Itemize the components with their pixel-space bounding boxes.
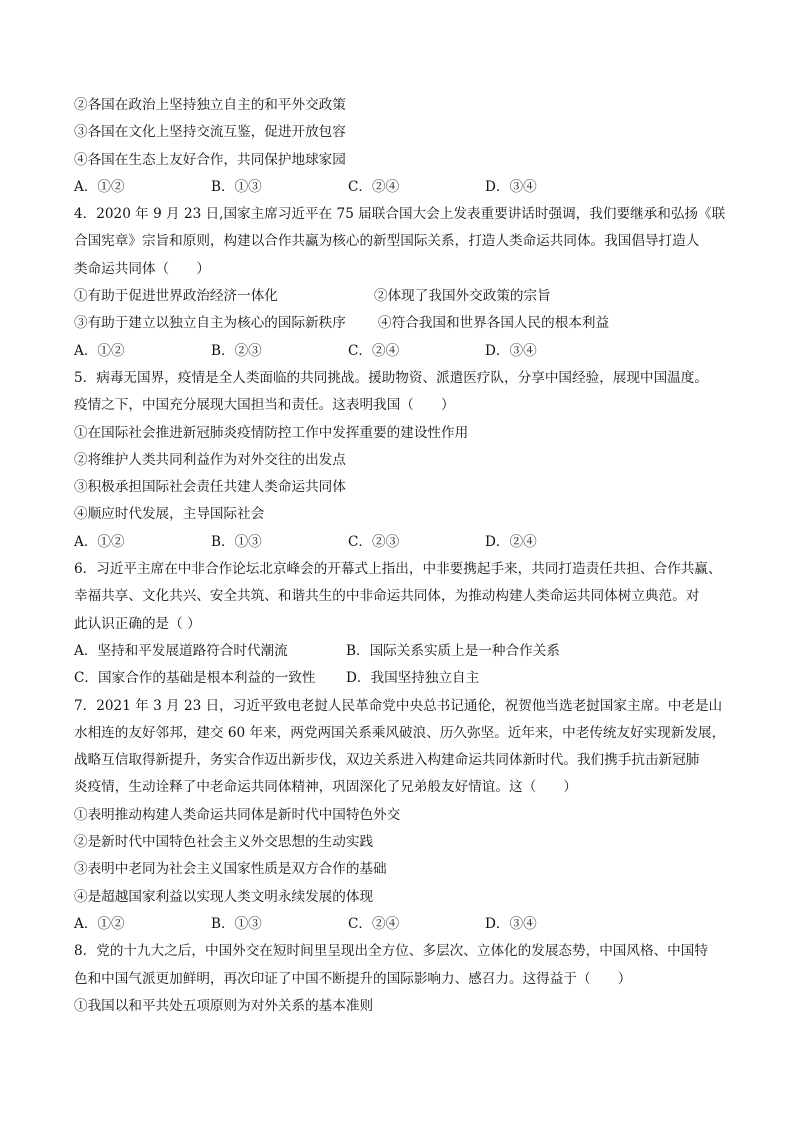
q7-option-a: A．①② — [74, 915, 125, 932]
q5-option-a: A．①② — [74, 533, 125, 550]
q8-stem-line: 8．党的十九大之后，中国外交在短时间里呈现出全方位、多层次、立体化的发展态势，中国风格、中国特 — [74, 943, 708, 960]
q7-item-3: ③表明中老同为社会主义国家性质是双方合作的基础 — [74, 861, 387, 878]
q5-stem-line: 5．病毒无国界，疫情是全人类面临的共同挑战。援助物资、派遣医疗队，分享中国经验，展现中国温度。 — [74, 369, 708, 386]
q7-option-c: C．②④ — [348, 915, 400, 932]
question-3-tail — [74, 92, 734, 201]
q3-option-c: C．②④ — [348, 178, 400, 195]
q3-item-2: ②各国在政治上坚持独立自主的和平外交政策 — [74, 97, 346, 113]
question-7 — [74, 693, 734, 939]
q3-item-4: ④各国在生态上友好合作，共同保护地球家园 — [74, 151, 346, 168]
q4-option-a: A．①② — [74, 342, 125, 359]
q3-item-3: ③各国在文化上坚持交流互鉴，促进开放包容 — [74, 124, 346, 141]
q7-stem-line: 水相连的友好邻邦，建交 60 年来，两党两国关系乘风破浪、历久弥坚。近年来，中老传统友好实现新发展， — [74, 724, 726, 741]
q5-option-c: C．②③ — [348, 533, 400, 550]
q5-item-3: ③积极承担国际社会责任共建人类命运共同体 — [74, 479, 346, 496]
q4-item-3: ③有助于建立以独立自主为核心的国际新秩序 — [74, 315, 346, 332]
q6-stem-line: 此认识正确的是（ ） — [74, 615, 201, 632]
q3-option-a: A．①② — [74, 178, 125, 195]
q5-item-4: ④顺应时代发展，主导国际社会 — [74, 506, 265, 523]
q7-item-2: ②是新时代中国特色社会主义外交思想的生动实践 — [74, 834, 374, 851]
question-8 — [74, 938, 734, 1020]
q5-option-d: D．②④ — [485, 533, 537, 550]
q7-item-1: ①表明推动构建人类命运共同体是新时代中国特色外交 — [74, 806, 401, 823]
q6-options-row — [74, 638, 734, 665]
question-5 — [74, 365, 734, 556]
q6-options-row — [74, 665, 734, 692]
q4-stem-line: 类命运共同体（ ） — [74, 260, 210, 277]
q6-option-d: D．我国坚持独立自主 — [346, 670, 480, 687]
q4-items-row — [74, 283, 734, 310]
q4-option-d: D．③④ — [485, 342, 537, 359]
q6-stem-line: 幸福共享、文化共兴、安全共筑、和谐共生的中非命运共同体，为推动构建人类命运共同体树立典范。对 — [74, 588, 700, 605]
q6-option-b: B．国际关系实质上是一种合作关系 — [346, 642, 560, 659]
question-6 — [74, 556, 734, 692]
q8-stem-line: 色和中国气派更加鲜明，再次印证了中国不断提升的国际影响力、感召力。这得益于（ ） — [74, 970, 632, 987]
q7-option-d: D．③④ — [485, 915, 537, 932]
q3-options — [74, 174, 734, 201]
q7-options — [74, 911, 734, 938]
q5-option-b: B．①③ — [211, 533, 262, 550]
q3-option-b: B．①③ — [211, 178, 262, 195]
q4-item-4: ④符合我国和世界各国人民的根本利益 — [378, 315, 610, 332]
q4-stem-line: 4．2020 年 9 月 23 日,国家主席习近平在 75 届联合国大会上发表重要讲话时强调，我们要继承和弘扬《联 — [74, 206, 726, 223]
q6-option-a: A．坚持和平发展道路符合时代潮流 — [74, 642, 288, 659]
q4-item-1: ①有助于促进世界政治经济一体化 — [74, 288, 278, 305]
q7-stem-line: 7．2021 年 3 月 23 日，习近平致电老挝人民革命党中央总书记通伦，祝贺他当选老挝国家主席。中老是山 — [74, 697, 723, 714]
q7-stem-line: 战略互信取得新提升，务实合作迈出新步伐，双边关系进入构建命运共同体新时代。我们携手抗击新冠肺 — [74, 752, 700, 769]
q4-option-c: C．②④ — [348, 342, 400, 359]
exam-page — [74, 92, 734, 1020]
q4-items-row — [74, 310, 734, 337]
q5-item-1: ①在国际社会推进新冠肺炎疫情防控工作中发挥重要的建设性作用 — [74, 424, 469, 441]
q4-item-2: ②体现了我国外交政策的宗旨 — [374, 288, 551, 305]
q6-stem-line: 6．习近平主席在中非合作论坛北京峰会的开幕式上指出，中非要携起手来，共同打造责任共担、合作共赢、 — [74, 561, 722, 578]
q4-option-b: B．②③ — [211, 342, 262, 359]
q4-stem-line: 合国宪章》宗旨和原则，构建以合作共赢为核心的新型国际关系，打造人类命运共同体。我国倡导打造人 — [74, 233, 700, 250]
q4-options — [74, 338, 734, 365]
q5-item-2: ②将维护人类共同利益作为对外交往的出发点 — [74, 451, 346, 468]
q5-stem-line: 疫情之下，中国充分展现大国担当和责任。这表明我国（ ） — [74, 397, 455, 414]
q7-option-b: B．①③ — [211, 915, 262, 932]
q8-item-1: ①我国以和平共处五项原则为对外关系的基本准则 — [74, 997, 374, 1014]
q5-options — [74, 529, 734, 556]
q7-item-4: ④是超越国家利益以实现人类文明永续发展的体现 — [74, 888, 374, 905]
q6-option-c: C．国家合作的基础是根本利益的一致性 — [74, 670, 316, 687]
q7-stem-line: 炎疫情，生动诠释了中老命运共同体精神，巩固深化了兄弟般友好情谊。这（ ） — [74, 779, 577, 796]
q3-option-d: D．③④ — [485, 178, 537, 195]
question-4 — [74, 201, 734, 365]
